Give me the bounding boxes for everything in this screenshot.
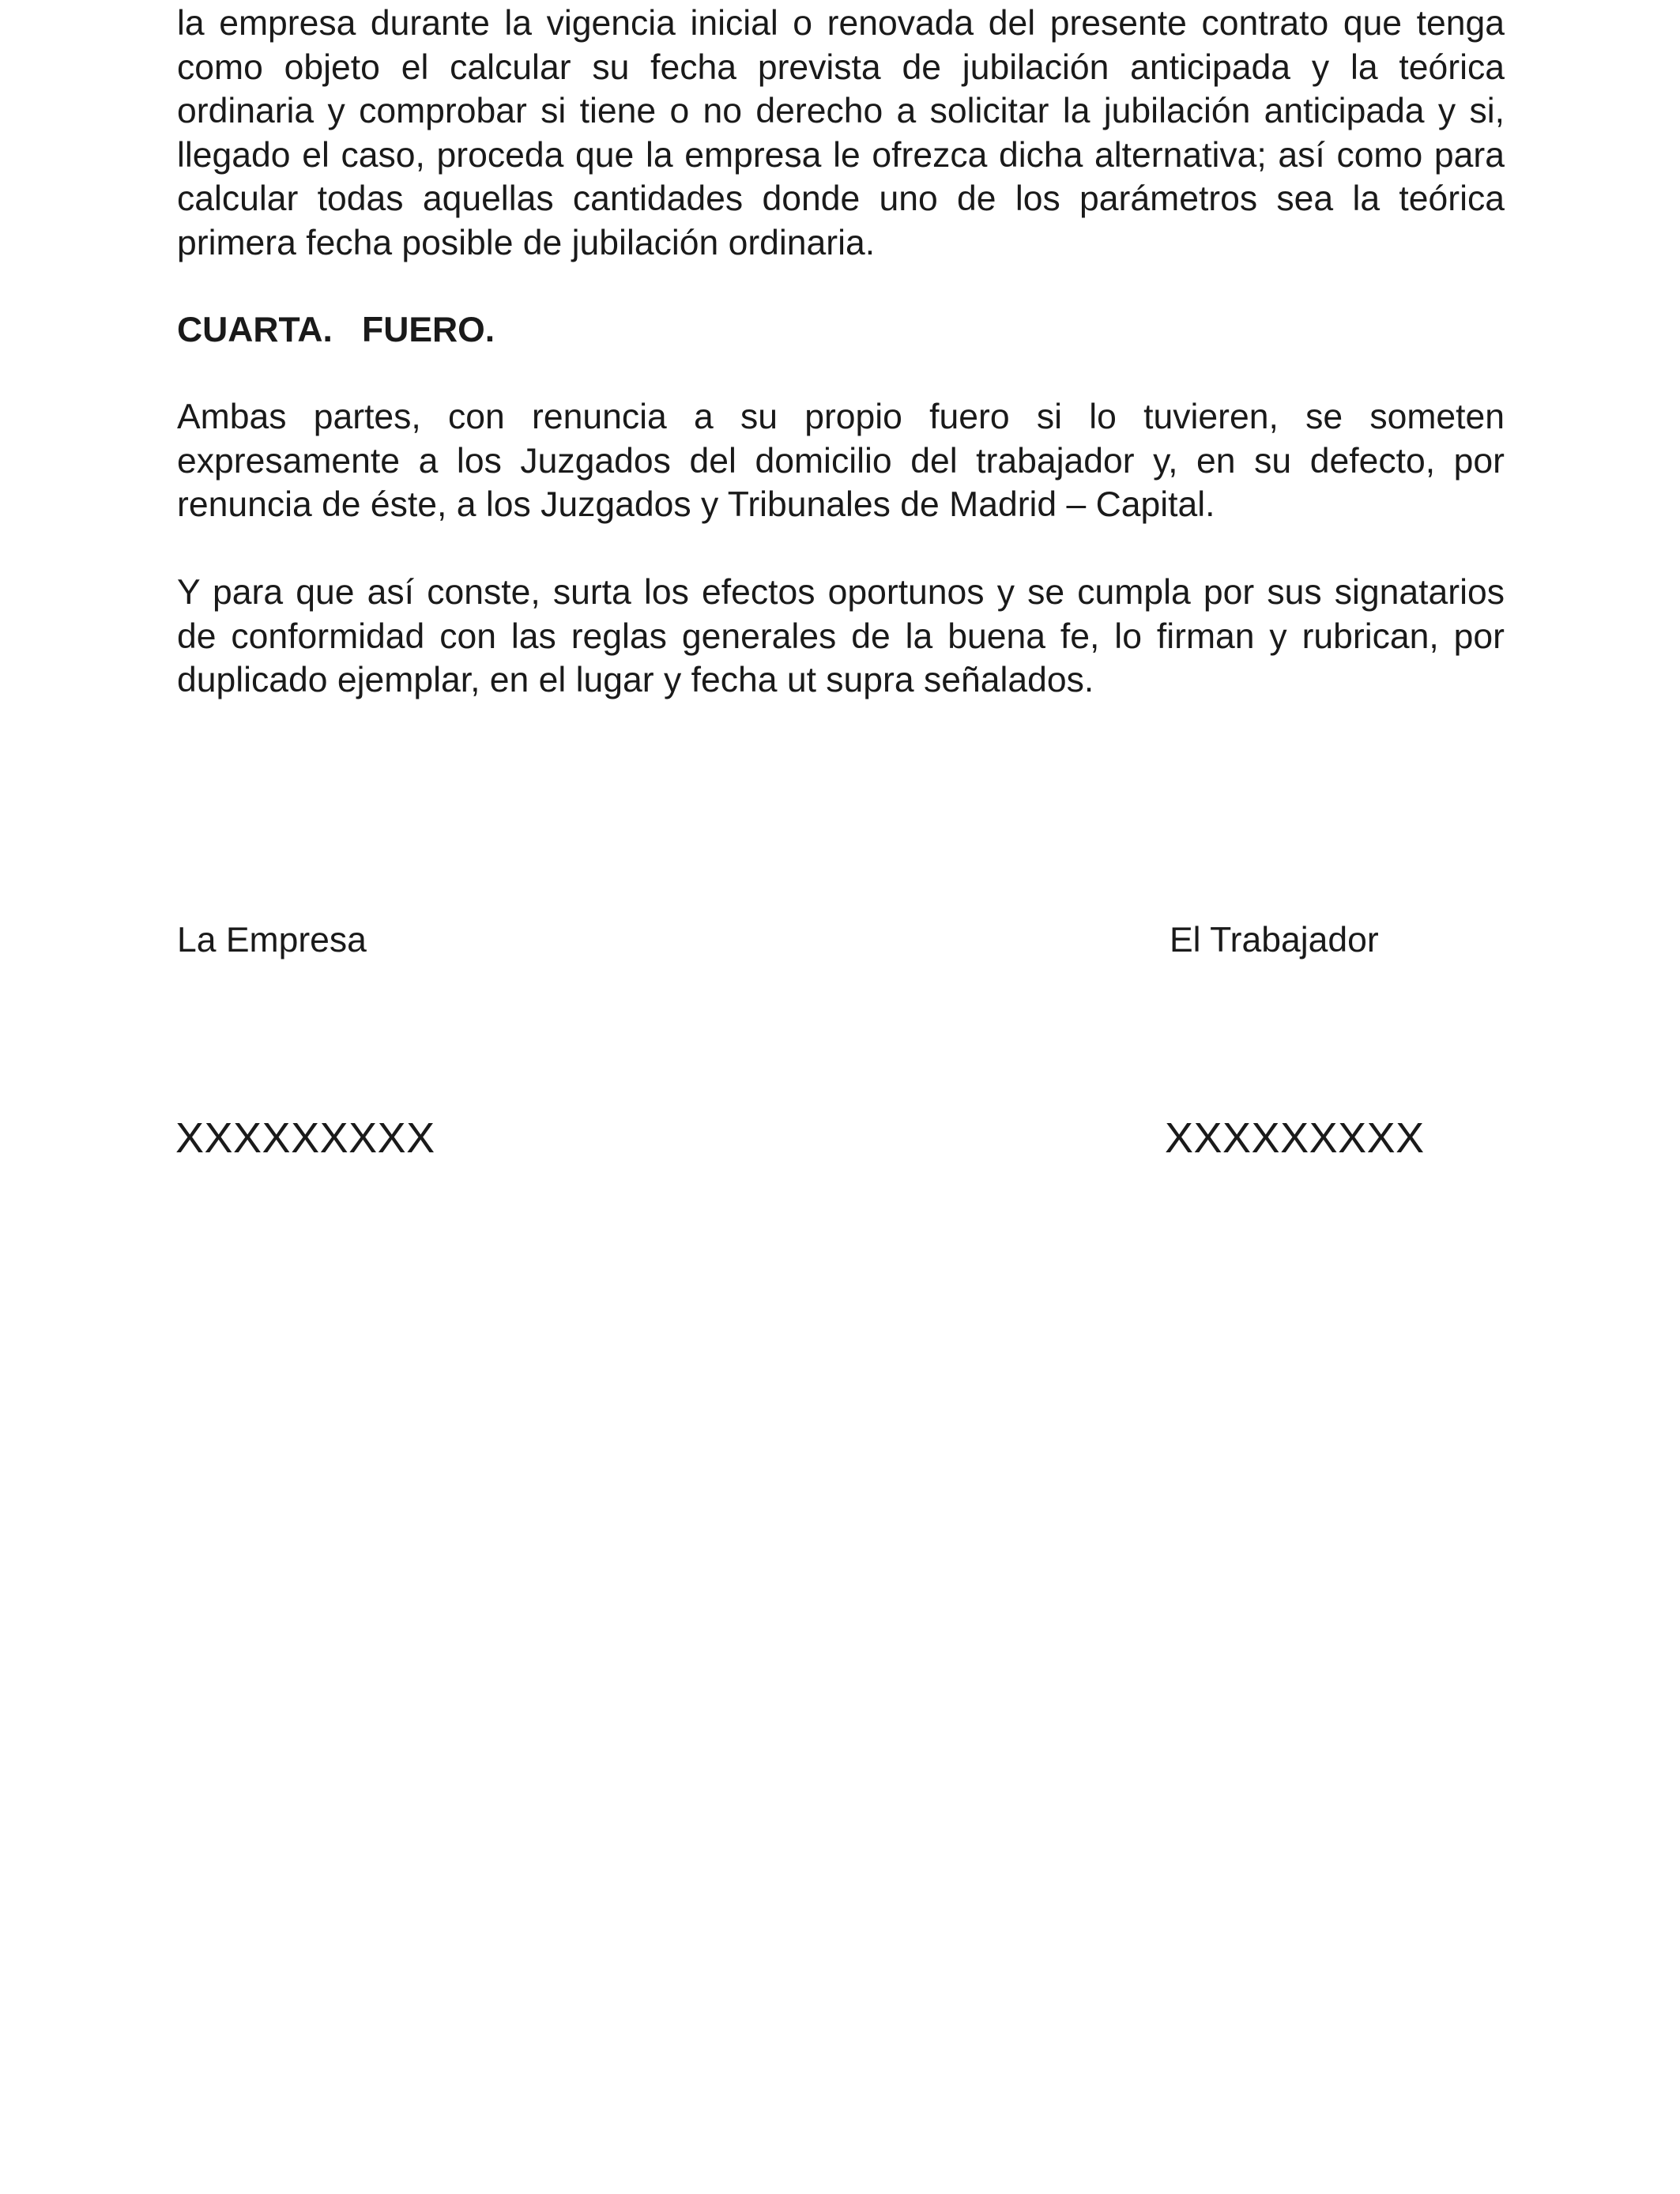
body-paragraph: Ambas partes, con renuncia a su propio fuero si lo tuvieren, se someten expresamente a los Juzgados del domicilio del trabajador y, en su defecto, por renuncia de éste, a los Juzgados y Tribunales de Madrid – Capital. bbox=[177, 398, 1505, 524]
signature-name-worker: XXXXXXXXX bbox=[1165, 1114, 1425, 1162]
signature-label-company: La Empresa bbox=[177, 921, 367, 959]
signature-name-company: XXXXXXXXX bbox=[175, 1114, 435, 1162]
section-heading: CUARTA. FUERO. bbox=[177, 311, 495, 349]
signature-label-worker: El Trabajador bbox=[1170, 921, 1379, 959]
body-paragraph: la empresa durante la vigencia inicial o renovada del presente contrato que tenga como objeto el calcular su fecha prevista de jubilación anticipada y la teórica ordinaria y comprobar si tiene o no derecho a solicitar la jubilación anticipada y si, llegado el caso, proceda que la empresa le ofrezca dicha alternativa; así como para calcular todas aquellas cantidades donde uno de los parámetros sea la teórica primera fecha posible de jubilación ordinaria. bbox=[177, 4, 1505, 262]
body-paragraph: Y para que así conste, surta los efectos oportunos y se cumpla por sus signatarios de conformidad con las reglas generales de la buena fe, lo firman y rubrican, por duplicado ejemplar, en el lugar y fecha ut supra señalados. bbox=[177, 573, 1505, 699]
